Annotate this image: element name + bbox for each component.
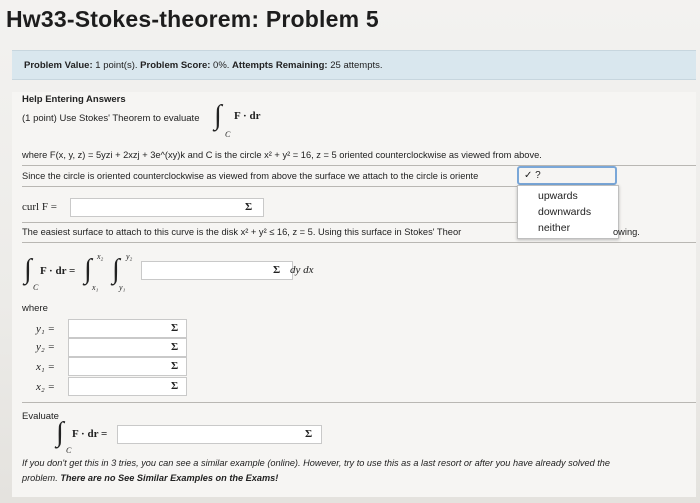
lower-limit-y1: y₁ (119, 283, 126, 292)
footer-note-line2 (22, 473, 278, 483)
divider (22, 242, 696, 243)
line-integral-sign: ∫ (24, 254, 32, 285)
orientation-options-list (517, 185, 619, 239)
double-integral-lhs: F · dr = (40, 265, 76, 277)
footer-note-line1: If you don't get this in 3 tries, you can see a similar example (online). However, try to use this as a last resort or after you have already solved the (22, 458, 610, 468)
option-downwards[interactable]: downwards (538, 206, 592, 218)
orientation-selected-value: ✓ ? (524, 170, 541, 181)
equation-editor-icon[interactable]: Σ (171, 360, 179, 372)
score-text: 0%. (213, 60, 230, 71)
upper-limit-x2: x₂ (97, 252, 104, 261)
surface-description-tail: owing. (613, 227, 640, 237)
divider (22, 402, 696, 403)
attempts-text: 25 attempts. (330, 60, 383, 71)
curl-input[interactable] (70, 198, 264, 217)
orientation-question: Since the circle is oriented counterclockwise as viewed from above the surface we attach to the circle is oriente (22, 171, 479, 181)
equation-editor-icon[interactable]: Σ (273, 264, 281, 276)
problem-intro: (1 point) Use Stokes' Theorem to evaluate (22, 113, 200, 124)
integrand-input[interactable] (141, 261, 293, 280)
divider (22, 186, 517, 187)
value-label: Problem Value: (24, 60, 93, 71)
equation-editor-icon[interactable]: Σ (171, 322, 179, 334)
lower-limit-x1: x₁ (92, 283, 99, 292)
dy-dx-label: dy dx (290, 264, 314, 276)
integral-contour-label: C (225, 130, 231, 139)
curl-label: curl F = (22, 201, 57, 213)
line-integral-sign: ∫ (214, 100, 222, 131)
integrand: F · dr (234, 110, 261, 122)
outer-integral-sign: ∫ (84, 254, 92, 285)
help-entering-answers-link[interactable]: Help Entering Answers (22, 94, 126, 105)
evaluate-input[interactable] (117, 425, 322, 444)
x2-label: x₂ = (36, 381, 55, 393)
integral-contour-label: C (33, 283, 39, 292)
x2-input[interactable] (68, 377, 187, 396)
y2-label: y₂ = (36, 341, 55, 353)
integral-contour-label: C (66, 446, 72, 455)
where-label: where (22, 303, 48, 314)
equation-editor-icon[interactable]: Σ (305, 428, 313, 440)
equation-editor-icon[interactable]: Σ (171, 341, 179, 353)
evaluate-label: Evaluate (22, 411, 59, 422)
option-upwards[interactable]: upwards (538, 190, 578, 202)
y1-input[interactable] (68, 319, 187, 338)
field-definition: where F(x, y, z) = 5yzi + 2xzj + 3e^(xy)k and C is the circle x² + y² = 16, z = 5 oriented counterclockwise as viewed from above. (22, 150, 542, 160)
equation-editor-icon[interactable]: Σ (245, 201, 253, 213)
divider (22, 222, 517, 223)
attempts-label: Attempts Remaining: (232, 60, 328, 71)
equation-editor-icon[interactable]: Σ (171, 380, 179, 392)
line-integral-sign: ∫ (56, 417, 64, 448)
y2-input[interactable] (68, 338, 187, 357)
inner-integral-sign: ∫ (112, 254, 120, 285)
problem-info-bar (12, 50, 696, 80)
evaluate-expression: F · dr = (72, 428, 108, 440)
x1-input[interactable] (68, 357, 187, 376)
value-text: 1 point(s). (95, 60, 138, 71)
footer-problem-word: problem. (22, 473, 58, 483)
x1-label: x₁ = (36, 361, 55, 373)
upper-limit-y2: y₂ (126, 252, 133, 261)
footer-exam-warning: There are no See Similar Examples on the Exams! (60, 473, 279, 483)
surface-description: The easiest surface to attach to this curve is the disk x² + y² ≤ 16, z = 5. Using this surface in Stokes' Theor (22, 227, 462, 237)
page-title: Hw33-Stokes-theorem: Problem 5 (6, 6, 379, 32)
y1-label: y₁ = (36, 323, 55, 335)
score-label: Problem Score: (140, 60, 211, 71)
option-neither[interactable]: neither (538, 222, 571, 234)
